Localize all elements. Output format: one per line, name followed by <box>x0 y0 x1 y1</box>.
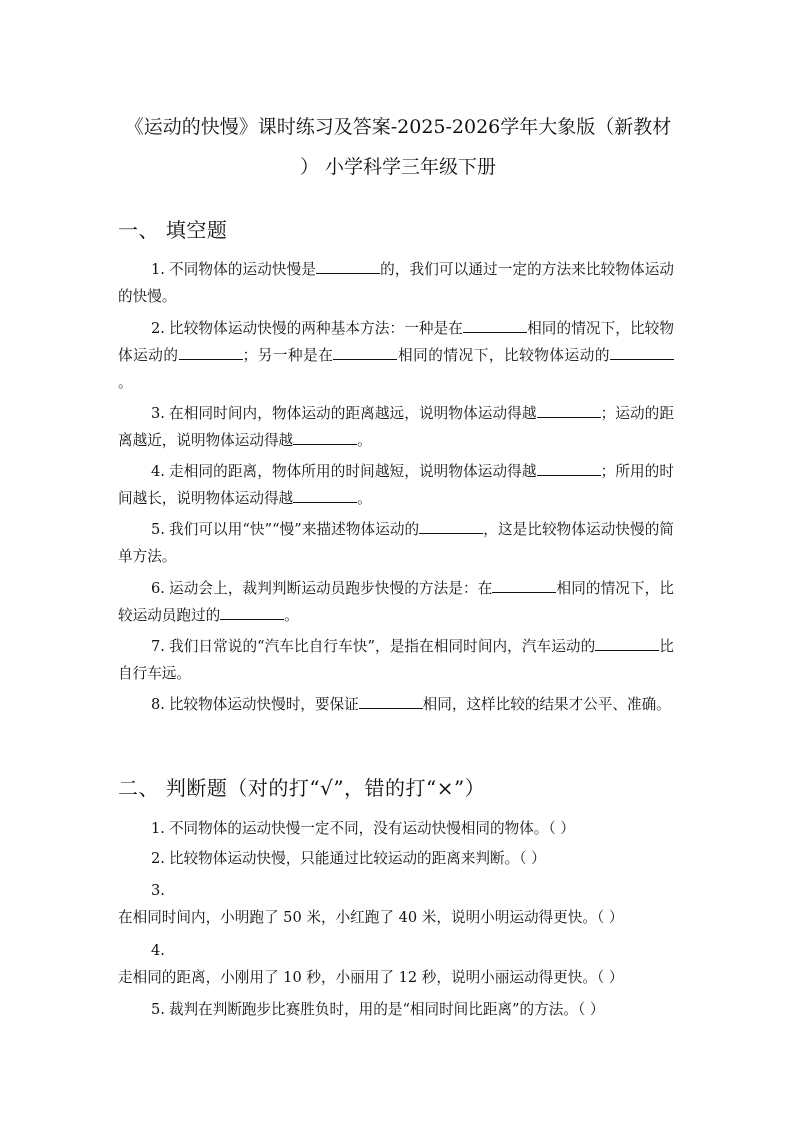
true-false-question-5: 5. 裁判在判断跑步比赛胜负时，用的是“相同时间比距离”的方法。（ ） <box>151 1001 605 1018</box>
fill-blank-question-7: 7. 我们日常说的“汽车比自行车快”，是指在相同时间内，汽车运动的 比自行车远。 <box>118 638 674 682</box>
document-title-line-2: ） 小学科学三年级下册 <box>299 156 497 178</box>
section-heading-true-false: 二、 判断题（对的打“√”，错的打“×”） <box>118 776 486 800</box>
true-false-question-2: 2. 比较物体运动快慢，只能通过比较运动的距离来判断。（ ） <box>151 850 546 867</box>
answer-blank[interactable] <box>492 578 556 593</box>
answer-blank[interactable] <box>179 345 243 360</box>
answer-blank[interactable] <box>359 694 423 709</box>
fill-blank-question-4: 4. 走相同的距离，物体所用的时间越短，说明物体运动得越 ；所用的时间越长，说明物体运动得越 。 <box>118 463 674 507</box>
fill-blank-question-3: 3. 在相同时间内，物体运动的距离越远，说明物体运动得越 ；运动的距离越近，说明物体运动得越 。 <box>118 405 674 449</box>
answer-blank[interactable] <box>293 488 357 503</box>
document-title-line-1: 《运动的快慢》课时练习及答案-2025-2026学年大象版（新教材 <box>124 116 672 138</box>
fill-blank-question-5: 5. 我们可以用“快”“慢”来描述物体运动的 ，这是比较物体运动快慢的简单方法。 <box>118 521 674 565</box>
answer-blank[interactable] <box>610 345 674 360</box>
answer-blank[interactable] <box>595 636 659 651</box>
answer-blank[interactable] <box>419 519 483 534</box>
answer-blank[interactable] <box>220 605 284 620</box>
fill-blank-question-1: 1. 不同物体的运动快慢是 的，我们可以通过一定的方法来比较物体运动的快慢。 <box>118 261 674 305</box>
answer-blank[interactable] <box>293 430 357 445</box>
answer-blank[interactable] <box>316 259 380 274</box>
fill-blank-question-2: 2. 比较物体运动快慢的两种基本方法：一种是在 相同的情况下，比较物体运动的 ；另一种是在 相同的情况下，比较物体运动的。 <box>118 320 674 391</box>
true-false-question-4: 4.走相同的距离，小刚用了 10 秒，小丽用了 12 秒，说明小丽运动得更快。（ ） <box>118 942 624 986</box>
section-heading-fill-blank: 一、 填空题 <box>118 218 228 242</box>
fill-blank-question-8: 8. 比较物体运动快慢时，要保证 相同，这样比较的结果才公平、准确。 <box>151 696 671 713</box>
fill-blank-question-6: 6. 运动会上，裁判判断运动员跑步快慢的方法是：在 相同的情况下，比较运动员跑过的 。 <box>118 580 674 624</box>
answer-blank[interactable] <box>537 403 601 418</box>
true-false-question-1: 1. 不同物体的运动快慢一定不同，没有运动快慢相同的物体。（ ） <box>151 820 575 837</box>
answer-blank[interactable] <box>333 345 397 360</box>
answer-blank[interactable] <box>537 461 601 476</box>
true-false-question-3: 3.在相同时间内，小明跑了 50 米，小红跑了 40 米，说明小明运动得更快。（ ） <box>118 882 624 926</box>
answer-blank[interactable] <box>463 318 527 333</box>
